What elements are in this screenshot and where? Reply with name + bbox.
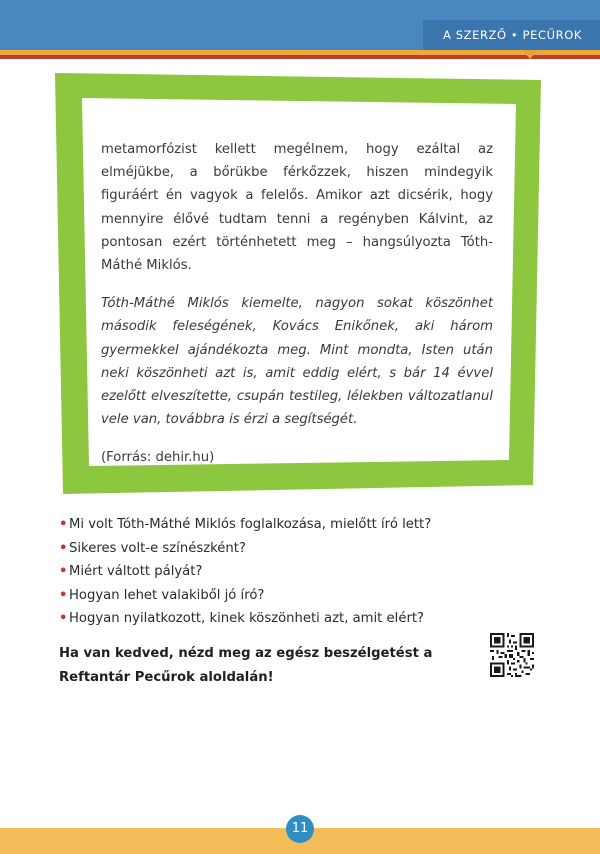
bullet-icon: • xyxy=(59,611,68,626)
call-to-action: Ha van kedved, nézd meg az egész beszélgetést a Reftantár Pecűrok aloldalán! xyxy=(59,646,433,685)
bullet-icon: • xyxy=(59,540,68,556)
list-item xyxy=(59,537,539,561)
article-excerpt xyxy=(101,138,493,485)
excerpt-paragraph-2: Tóth-Máthé Miklós kiemelte, nagyon sokat köszönhet második feleségének, Kovács Enikőnek, aki három gyermekkel ajándékozta meg. Mint mondta, Isten után neki köszönheti azt is, amit eddig elért, s bár 14 évvel ezelőtt elveszítette, csupán testileg, lélekben változatlanul vele van, továbbra is érzi a segítségét. xyxy=(101,296,493,428)
question-text: Mi volt Tóth-Máthé Miklós foglalkozása, mielőtt író lett? xyxy=(69,517,432,532)
question-text: Hogyan lehet valakiből jó író? xyxy=(69,587,265,603)
question-list xyxy=(59,513,539,631)
page-number-badge: 11 xyxy=(286,815,314,843)
section-label: A SZERZŐ • PECŰROK xyxy=(423,20,600,50)
list-item xyxy=(59,513,539,537)
question-text: Miért váltott pályát? xyxy=(69,564,203,579)
question-text: Sikeres volt-e színészként? xyxy=(69,540,246,556)
excerpt-paragraph-1: metamorfózist kellett megélnem, hogy ezáltal az elméjükbe, a bőrükbe férkőzzek, hiszen mindegyik figuráért én vagyok a felelős. Amikor azt dicsérik, hogy mennyire élővé tudtam tenni a regényben Kálvint, az pontosan ezért történhetett meg – hangsúlyozta Tóth-Máthé Miklós. xyxy=(101,142,493,274)
list-item xyxy=(59,584,539,608)
bullet-icon: • xyxy=(59,587,68,603)
question-text: Hogyan nyilatkozott, kinek köszönheti azt, amit elért? xyxy=(69,611,425,626)
qr-code-icon[interactable] xyxy=(490,633,534,677)
bullet-icon: • xyxy=(59,517,68,532)
source-citation: (Forrás: dehir.hu) xyxy=(101,450,215,466)
bullet-icon: • xyxy=(59,564,68,579)
list-item xyxy=(59,560,539,584)
list-item xyxy=(59,607,539,631)
